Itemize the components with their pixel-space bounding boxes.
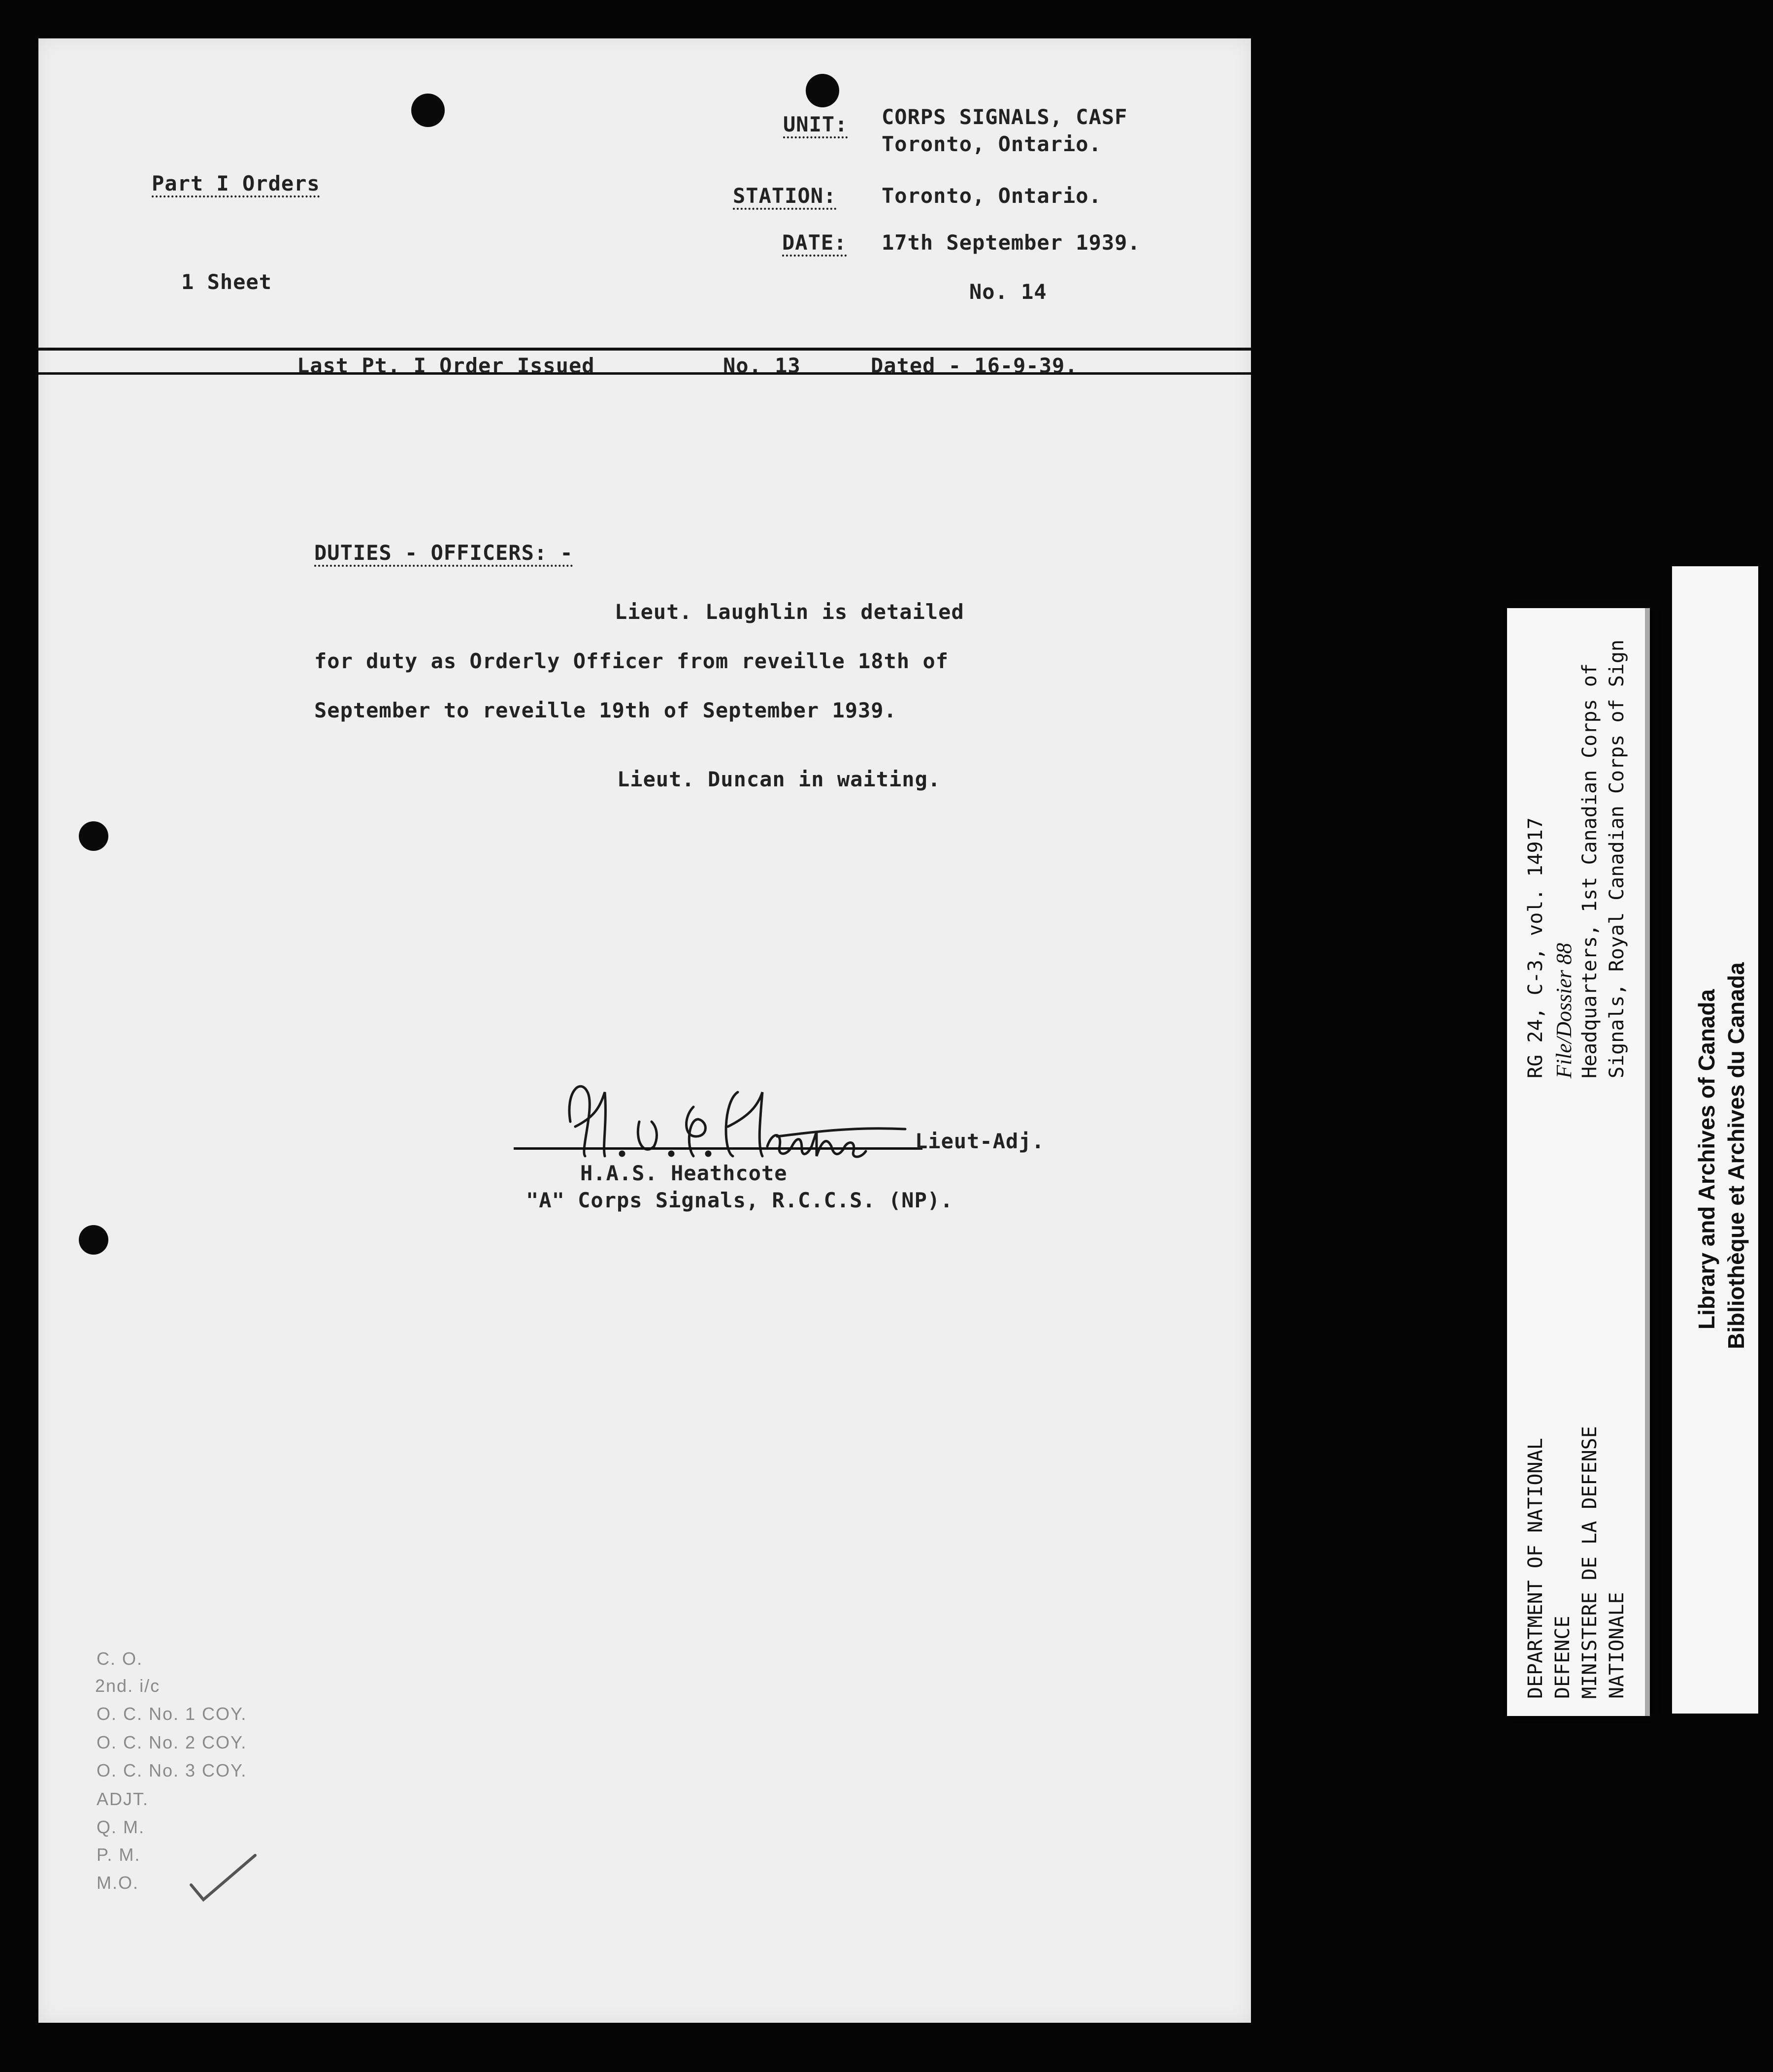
lac-french: Bibliothèque et Archives du Canada — [1723, 962, 1749, 1349]
distribution-oc-2: O. C. No. 2 COY. — [97, 1732, 247, 1752]
unit-line1: CORPS SIGNALS, CASF — [882, 105, 1128, 129]
date-value: 17th September 1939. — [882, 230, 1141, 255]
distribution-qm: Q. M. — [97, 1817, 145, 1837]
archive-dept-line4: NATIONALE — [1606, 1592, 1628, 1699]
archive-dept-line2: DEFENCE — [1551, 1616, 1574, 1699]
order-number: No. 14 — [969, 280, 1047, 304]
archive-ref-line3: Headquarters, 1st Canadian Corps of — [1578, 663, 1601, 1078]
distribution-pm: P. M. — [97, 1845, 141, 1865]
archive-ref-line4: Signals, Royal Canadian Corps of Sign — [1606, 639, 1628, 1078]
archive-ref-line1: RG 24, C-3, vol. 14917 — [1524, 817, 1547, 1078]
punch-hole-3 — [79, 821, 108, 851]
distribution-co: C. O. — [97, 1649, 143, 1669]
signature-line — [514, 1147, 922, 1150]
part-title: Part I Orders — [152, 171, 320, 195]
top-rule — [38, 348, 1251, 351]
body-line-3: September to reveille 19th of September 1939. — [314, 698, 897, 722]
checkmark-icon — [186, 1850, 260, 1910]
distribution-oc-1: O. C. No. 1 COY. — [97, 1704, 247, 1724]
date-label: DATE: — [782, 230, 847, 255]
last-order-text: Last Pt. I Order Issued — [297, 354, 595, 378]
punch-hole-1 — [411, 94, 445, 127]
distribution-adjt: ADJT. — [97, 1789, 149, 1809]
archive-dept-line1: DEPARTMENT OF NATIONAL — [1524, 1438, 1547, 1699]
sheet-count: 1 Sheet — [181, 270, 272, 294]
body-line-1: Lieut. Laughlin is detailed — [615, 600, 964, 624]
body-line-4: Lieut. Duncan in waiting. — [617, 767, 941, 791]
last-order-dated: Dated - 16-9-39. — [871, 354, 1078, 378]
signature-title: Lieut-Adj. — [915, 1129, 1045, 1153]
unit-label: UNIT: — [783, 112, 848, 136]
distribution-mo: M.O. — [97, 1873, 139, 1893]
station-label: STATION: — [733, 184, 837, 208]
punch-hole-2 — [806, 74, 839, 107]
lac-english: Library and Archives of Canada — [1694, 989, 1719, 1329]
distribution-2ic: 2nd. i/c — [95, 1676, 161, 1696]
duties-heading: DUTIES - OFFICERS: - — [314, 541, 573, 565]
distribution-oc-3: O. C. No. 3 COY. — [97, 1760, 247, 1781]
signature-name: H.A.S. Heathcote — [580, 1161, 788, 1185]
last-order-number: No. 13 — [723, 354, 801, 378]
archive-dept-line3: MINISTERE DE LA DEFENSE — [1578, 1426, 1601, 1699]
document-sheet — [38, 38, 1251, 2023]
signature-unit: "A" Corps Signals, R.C.C.S. (NP). — [526, 1188, 953, 1212]
body-line-2: for duty as Orderly Officer from reveille 18th of — [314, 649, 949, 673]
station-value: Toronto, Ontario. — [882, 184, 1102, 208]
unit-line2: Toronto, Ontario. — [882, 132, 1102, 156]
archive-ref-line2: File/Dossier 88 — [1552, 943, 1576, 1078]
archive-label-edge — [1645, 608, 1650, 1716]
punch-hole-4 — [79, 1225, 108, 1255]
